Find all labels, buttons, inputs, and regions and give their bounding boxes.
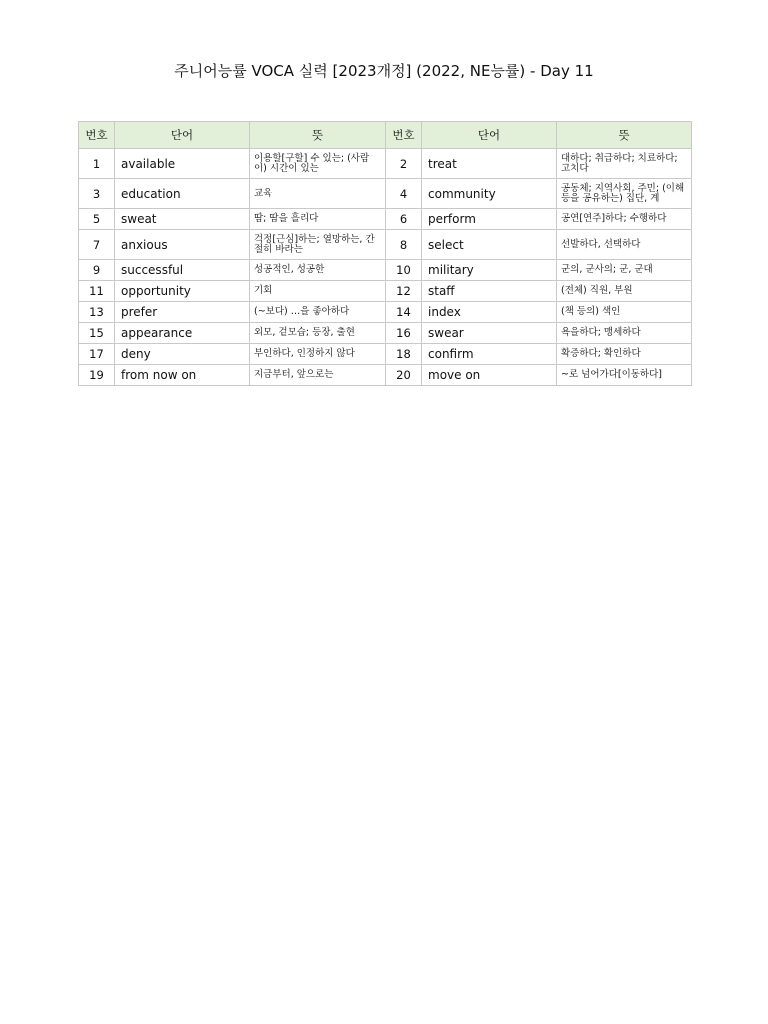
number-cell: 11 [79, 281, 115, 302]
meaning-cell: 욕을하다; 맹세하다 [557, 323, 692, 344]
meaning-cell: ~로 넘어가다[이동하다] [557, 365, 692, 386]
word-cell: perform [422, 209, 557, 230]
meaning-cell: 군의, 군사의; 군, 군대 [557, 260, 692, 281]
number-cell: 12 [386, 281, 422, 302]
number-cell: 7 [79, 230, 115, 260]
page-title: 주니어능률 VOCA 실력 [2023개정] (2022, NE능률) - Day 11 [174, 62, 594, 80]
table-row [79, 260, 692, 281]
table-row [79, 179, 692, 209]
number-cell: 19 [79, 365, 115, 386]
word-cell: community [422, 179, 557, 209]
number-cell: 15 [79, 323, 115, 344]
word-cell: confirm [422, 344, 557, 365]
table-row [79, 302, 692, 323]
word-cell: anxious [115, 230, 250, 260]
word-cell: available [115, 149, 250, 179]
table-row [79, 149, 692, 179]
meaning-cell: (전체) 직원, 부원 [557, 281, 692, 302]
meaning-cell: 선발하다, 선택하다 [557, 230, 692, 260]
table-row [79, 365, 692, 386]
meaning-cell: 대하다; 취급하다; 치료하다; 고치다 [557, 149, 692, 179]
word-cell: opportunity [115, 281, 250, 302]
meaning-cell: 교육 [250, 179, 386, 209]
meaning-cell: 외모, 겉모습; 등장, 출현 [250, 323, 386, 344]
word-cell: prefer [115, 302, 250, 323]
meaning-cell: 기회 [250, 281, 386, 302]
table-row [79, 344, 692, 365]
word-cell: select [422, 230, 557, 260]
table-row [79, 230, 692, 260]
word-cell: sweat [115, 209, 250, 230]
number-cell: 20 [386, 365, 422, 386]
meaning-cell: 지금부터, 앞으로는 [250, 365, 386, 386]
meaning-cell: 확증하다; 확인하다 [557, 344, 692, 365]
meaning-cell: 공연[연주]하다; 수행하다 [557, 209, 692, 230]
number-cell: 17 [79, 344, 115, 365]
table-row [79, 281, 692, 302]
meaning-cell: 걱정[근심]하는; 열망하는, 간절히 바라는 [250, 230, 386, 260]
meaning-cell: 부인하다, 인정하지 않다 [250, 344, 386, 365]
number-cell: 4 [386, 179, 422, 209]
header-number-right: 번호 [386, 122, 422, 149]
word-cell: appearance [115, 323, 250, 344]
number-cell: 5 [79, 209, 115, 230]
header-meaning-left: 뜻 [250, 122, 386, 149]
number-cell: 9 [79, 260, 115, 281]
number-cell: 18 [386, 344, 422, 365]
number-cell: 8 [386, 230, 422, 260]
word-cell: education [115, 179, 250, 209]
word-cell: move on [422, 365, 557, 386]
vocabulary-table [78, 121, 692, 386]
meaning-cell: 공동체; 지역사회, 주민; (이해 등을 공유하는) 집단, 계 [557, 179, 692, 209]
meaning-cell: (~보다) …을 좋아하다 [250, 302, 386, 323]
number-cell: 1 [79, 149, 115, 179]
table-row [79, 209, 692, 230]
number-cell: 13 [79, 302, 115, 323]
word-cell: swear [422, 323, 557, 344]
word-cell: successful [115, 260, 250, 281]
number-cell: 16 [386, 323, 422, 344]
word-cell: military [422, 260, 557, 281]
meaning-cell: 성공적인, 성공한 [250, 260, 386, 281]
word-cell: from now on [115, 365, 250, 386]
header-word-left: 단어 [115, 122, 250, 149]
meaning-cell: 땀; 땀을 흘리다 [250, 209, 386, 230]
number-cell: 6 [386, 209, 422, 230]
number-cell: 3 [79, 179, 115, 209]
word-cell: staff [422, 281, 557, 302]
header-meaning-right: 뜻 [557, 122, 692, 149]
table-row [79, 323, 692, 344]
number-cell: 10 [386, 260, 422, 281]
word-cell: index [422, 302, 557, 323]
word-cell: deny [115, 344, 250, 365]
word-cell: treat [422, 149, 557, 179]
table-header-row [79, 122, 692, 149]
meaning-cell: (책 등의) 색인 [557, 302, 692, 323]
table-body [79, 149, 692, 386]
header-word-right: 단어 [422, 122, 557, 149]
number-cell: 14 [386, 302, 422, 323]
meaning-cell: 이용할[구할] 수 있는; (사람이) 시간이 있는 [250, 149, 386, 179]
header-number-left: 번호 [79, 122, 115, 149]
number-cell: 2 [386, 149, 422, 179]
